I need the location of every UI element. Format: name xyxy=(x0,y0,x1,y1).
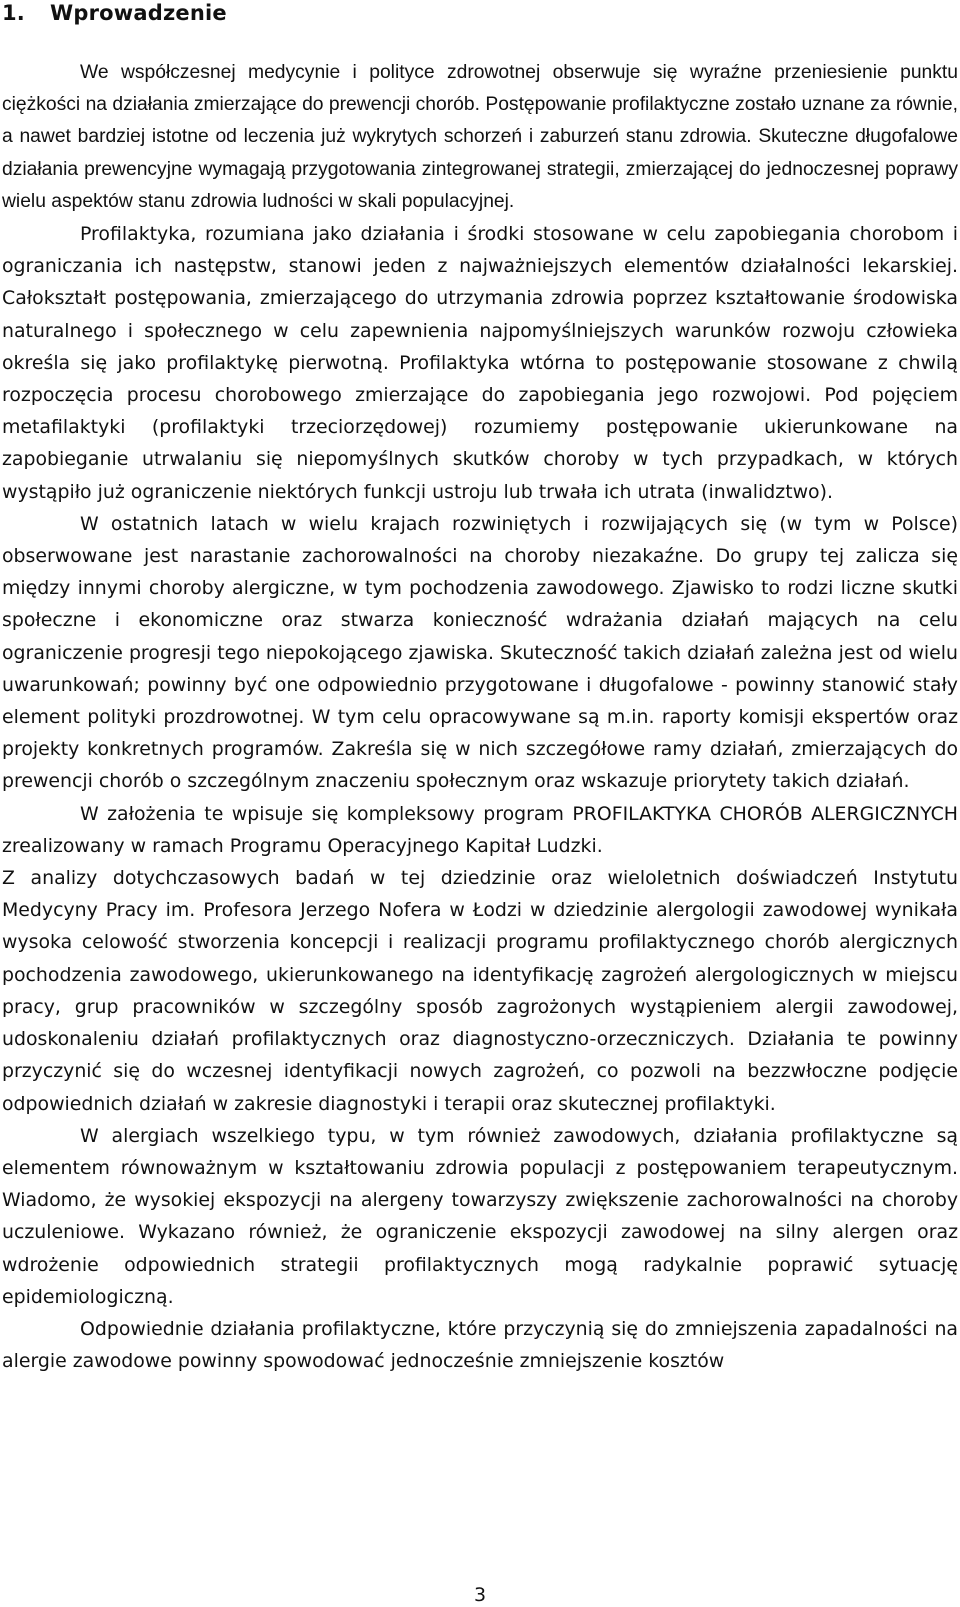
paragraph-program: W założenia te wpisuje się kompleksowy program PROFILAKTYKA CHORÓB ALERGICZNYCH zrealizowany w ramach Programu Operacyjnego Kapitał Ludzki. xyxy=(2,802,958,857)
paragraph-dzialania: Odpowiednie działania profilaktyczne, które przyczynią się do zmniejszenia zapadalności na alergie zawodowe powinny spowodować jednocześnie zmniejszenie kosztów xyxy=(2,1317,958,1373)
paragraph-analiza: Z analizy dotychczasowych badań w tej dziedzinie oraz wieloletnich doświadczeń Instytutu Medycyny Pracy im. Profesora Jerzego Nofera w Łodzi w dziedzinie alergologii zawodowej wynikała wysoka celowość stworzenia koncepcji i realizacji programu profilaktycznego chorób alergicznych pochodzenia zawodowego, ukierunkowanego na identyfikację zagrożeń alergologicznych w miejscu pracy, grup pracowników w szczególny sposób zagrożonych wystąpieniem alergii zawodowej, udoskonaleniu działań profilaktycznych oraz diagnostyczno-orzeczniczych. Działania te powinny przyczynić się do wczesnej identyfikacji nowych zagrożeń, co pozwoli na bezzwłoczne podjęcie odpowiednich działań w zakresie diagnostyki i terapii oraz skutecznej profilaktyki. xyxy=(2,867,958,1115)
paragraph-choroby-niezakazne: W ostatnich latach w wielu krajach rozwiniętych i rozwijających się (w tym w Polsce) obserwowane jest narastanie zachorowalności na choroby niezakaźne. Do grupy tej zalicza się między innymi choroby alergiczne, w tym pochodzenia zawodowego. Zjawisko to rodzi liczne skutki społeczne i ekonomiczne oraz stwarza konieczność wdrażania działań mających na celu ograniczenie progresji tego niepokojącego zjawiska. Skuteczność takich działań zależna jest od wielu uwarunkowań; powinny być one odpowiednio przygotowane i długofalowe - powinny stanowić stały element polityki prozdrowotnej. W tym celu opracowywane są m.in. raporty komisji ekspertów oraz projekty konkretnych programów. Zakreśla się w nich szczegółowe ramy działań, zmierzających do prewencji chorób o szczególnym znaczeniu społecznym oraz wskazuje priorytety takich działań. xyxy=(2,512,958,793)
document-body xyxy=(2,57,958,1377)
section-number: 1. xyxy=(2,1,25,25)
section-title: Wprowadzenie xyxy=(50,1,227,25)
page-number: 3 xyxy=(473,1584,487,1606)
paragraph-alergie: W alergiach wszelkiego typu, w tym również zawodowych, działania profilaktyczne są elementem równoważnym w kształtowaniu zdrowia populacji z postępowaniem terapeutycznym. Wiadomo, że wysokiej ekspozycji na alergeny towarzyszy zwiększenie zachorowalności na choroby uczuleniowe. Wykazano również, że ograniczenie ekspozycji zawodowej na silny alergen oraz wdrożenie odpowiednich strategii profilaktycznych mogą radykalnie poprawić sytuację epidemiologiczną. xyxy=(2,1124,958,1308)
paragraph-profilaktyka: Profilaktyka, rozumiana jako działania i środki stosowane w celu zapobiegania chorobom i ograniczania ich następstw, stanowi jeden z najważniejszych elementów działalności lekarskiej. Całokształt postępowania, zmierzającego do utrzymania zdrowia poprzez kształtowanie środowiska naturalnego i społecznego w celu zapewnienia najpomyślniejszych warunków rozwoju człowieka określa się jako profilaktykę pierwotną. Profilaktyka wtórna to postępowanie stosowane z chwilą rozpoczęcia procesu chorobowego zmierzające do zapobiegania jego rozwojowi. Pod pojęciem metafilaktyki (profilaktyki trzeciorzędowej) rozumiemy postępowanie ukierunkowane na zapobieganie utrwalaniu się niepomyślnych skutków choroby w tych przypadkach, w których wystąpiło już ograniczenie niektórych funkcji ustroju lub trwała ich utrata (inwalidztwo). xyxy=(2,223,958,503)
paragraph-intro: We współczesnej medycynie i polityce zdrowotnej obserwuje się wyraźne przeniesienie punktu ciężkości na działania zmierzające do prewencji chorób. Postępowanie profilaktyczne zostało uznane za równie, a nawet bardziej istotne od leczenia już wykrytych schorzeń i zaburzeń stanu zdrowia. Skuteczne długofalowe działania prewencyjne wymagają przygotowania zintegrowanej strategii, zmierzającej do jednoczesnej poprawy wielu aspektów stanu zdrowia ludności w skali populacyjnej. xyxy=(2,62,959,212)
section-heading xyxy=(2,0,227,26)
